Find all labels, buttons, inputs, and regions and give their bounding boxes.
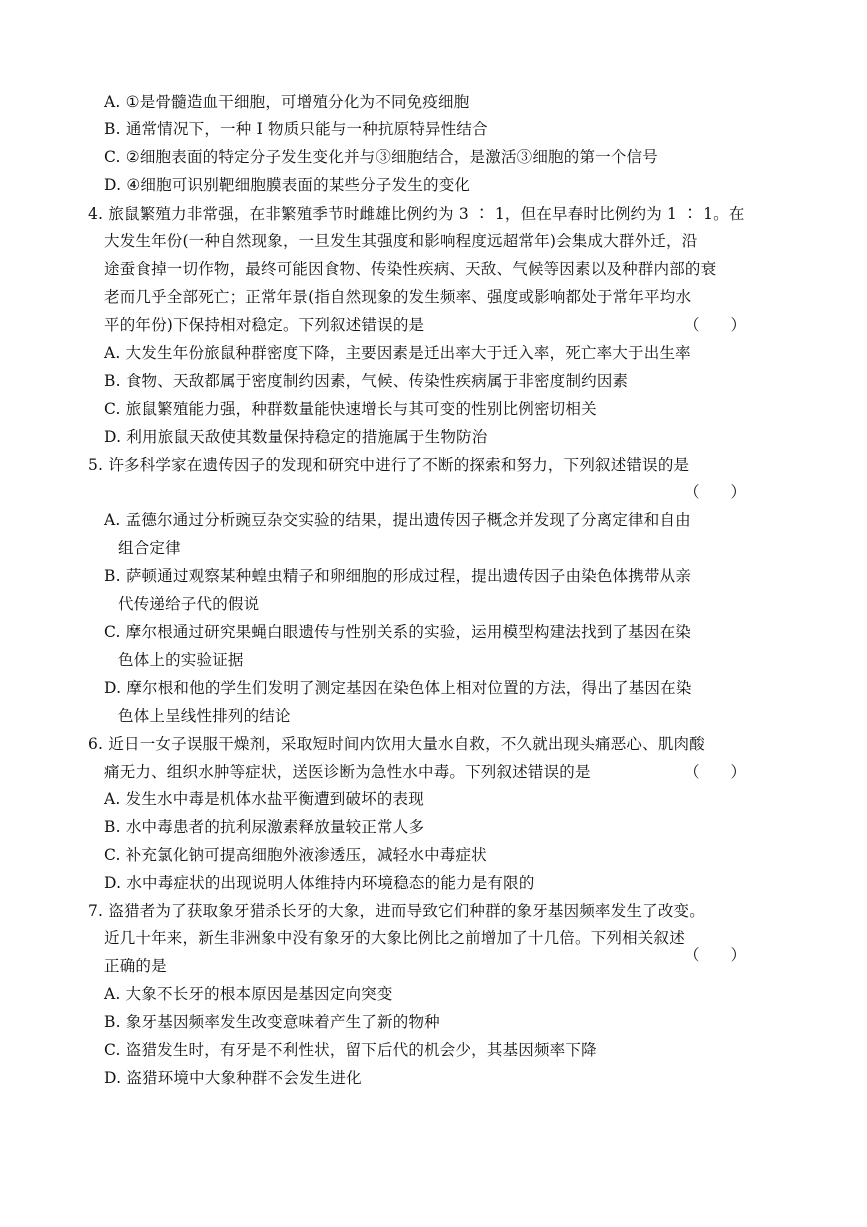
q3-option-c: C. ②细胞表面的特定分子发生变化并与③细胞结合，是激活③细胞的第一个信号: [104, 148, 658, 166]
q5-option-b-cont: 代传递给子代的假说: [118, 595, 260, 613]
q7-stem-line-1: 7. 盗猎者为了获取象牙猎杀长牙的大象，进而导致它们种群的象牙基因频率发生了改变。: [88, 902, 705, 920]
q5-option-b: B. 萨顿通过观察某种蝗虫精子和卵细胞的形成过程，提出遗传因子由染色体携带从亲: [104, 567, 692, 585]
q3-option-d: D. ④细胞可识别靶细胞膜表面的某些分子发生的变化: [104, 176, 471, 194]
q6-option-c: C. 补充氯化钠可提高细胞外液渗透压，减轻水中毒症状: [104, 846, 487, 864]
q6-option-d: D. 水中毒症状的出现说明人体维持内环境稳态的能力是有限的: [104, 874, 535, 892]
q5-option-a-cont: 组合定律: [118, 539, 181, 557]
q4-stem-line-5: 平的年份)下保持相对稳定。下列叙述错误的是: [104, 316, 425, 334]
q6-option-b: B. 水中毒患者的抗利尿激素释放量较正常人多: [104, 818, 425, 836]
q4-stem-line-1: 4. 旅鼠繁殖力非常强，在非繁殖季节时雌雄比例约为 3 ∶ 1，但在早春时比例约为 1 ∶ 1。在: [88, 205, 745, 223]
q5-option-a: A. 孟德尔通过分析豌豆杂交实验的结果，提出遗传因子概念并发现了分离定律和自由: [104, 511, 691, 529]
q7-stem-line-3: 正确的是: [104, 957, 167, 975]
q4-option-c: C. 旅鼠繁殖能力强，种群数量能快速增长与其可变的性别比例密切相关: [104, 400, 597, 418]
q4-stem-line-4: 老而几乎全部死亡；正常年景(指自然现象的发生频率、强度或影响都处于常年平均水: [104, 288, 692, 306]
q5-option-d-cont: 色体上呈线性排列的结论: [118, 707, 291, 725]
q3-option-a: A. ①是骨髓造血干细胞，可增殖分化为不同免疫细胞: [104, 93, 470, 111]
q5-stem: 5. 许多科学家在遗传因子的发现和研究中进行了不断的探索和努力，下列叙述错误的是: [88, 456, 690, 474]
q5-answer-parentheses: （ ）: [684, 483, 747, 501]
q6-stem-line-2: 痛无力、组织水肿等症状，送医诊断为急性水中毒。下列叙述错误的是: [104, 763, 591, 781]
q6-stem-line-1: 6. 近日一女子误服干燥剂，采取短时间内饮用大量水自救，不久就出现头痛恶心、肌肉酸: [88, 735, 705, 753]
q4-stem-line-3: 途蚕食掉一切作物，最终可能因食物、传染性疾病、天敌、气候等因素以及种群内部的衰: [104, 260, 717, 278]
q7-option-d: D. 盗猎环境中大象种群不会发生进化: [104, 1069, 362, 1087]
q3-option-b: B. 通常情况下，一种 I 物质只能与一种抗原特异性结合: [104, 120, 488, 138]
q4-stem-line-2: 大发生年份(一种自然现象，一旦发生其强度和影响程度远超常年)会集成大群外迁，沿: [104, 232, 698, 250]
q4-option-d: D. 利用旅鼠天敌使其数量保持稳定的措施属于生物防治: [104, 428, 488, 446]
q7-option-c: C. 盗猎发生时，有牙是不利性状，留下后代的机会少，其基因频率下降: [104, 1041, 597, 1059]
q7-stem-line-2: 近几十年来，新生非洲象中没有象牙的大象比例比之前增加了十几倍。下列相关叙述: [104, 929, 685, 947]
q7-option-a: A. 大象不长牙的根本原因是基因定向突变: [104, 985, 393, 1003]
q5-option-c: C. 摩尔根通过研究果蝇白眼遗传与性别关系的实验，运用模型构建法找到了基因在染: [104, 623, 691, 641]
q5-option-c-cont: 色体上的实验证据: [118, 651, 244, 669]
q5-option-d: D. 摩尔根和他的学生们发明了测定基因在染色体上相对位置的方法，得出了基因在染: [104, 679, 692, 697]
q7-option-b: B. 象牙基因频率发生改变意味着产生了新的物种: [104, 1013, 440, 1031]
q6-option-a: A. 发生水中毒是机体水盐平衡遭到破坏的表现: [104, 790, 424, 808]
q4-answer-parentheses: （ ）: [684, 316, 747, 334]
q4-option-a: A. 大发生年份旅鼠种群密度下降，主要因素是迁出率大于迁入率，死亡率大于出生率: [104, 344, 691, 362]
q4-option-b: B. 食物、天敌都属于密度制约因素，气候、传染性疾病属于非密度制约因素: [104, 372, 629, 390]
q6-answer-parentheses: （ ）: [684, 763, 747, 781]
q7-answer-parentheses: （ ）: [684, 946, 747, 964]
